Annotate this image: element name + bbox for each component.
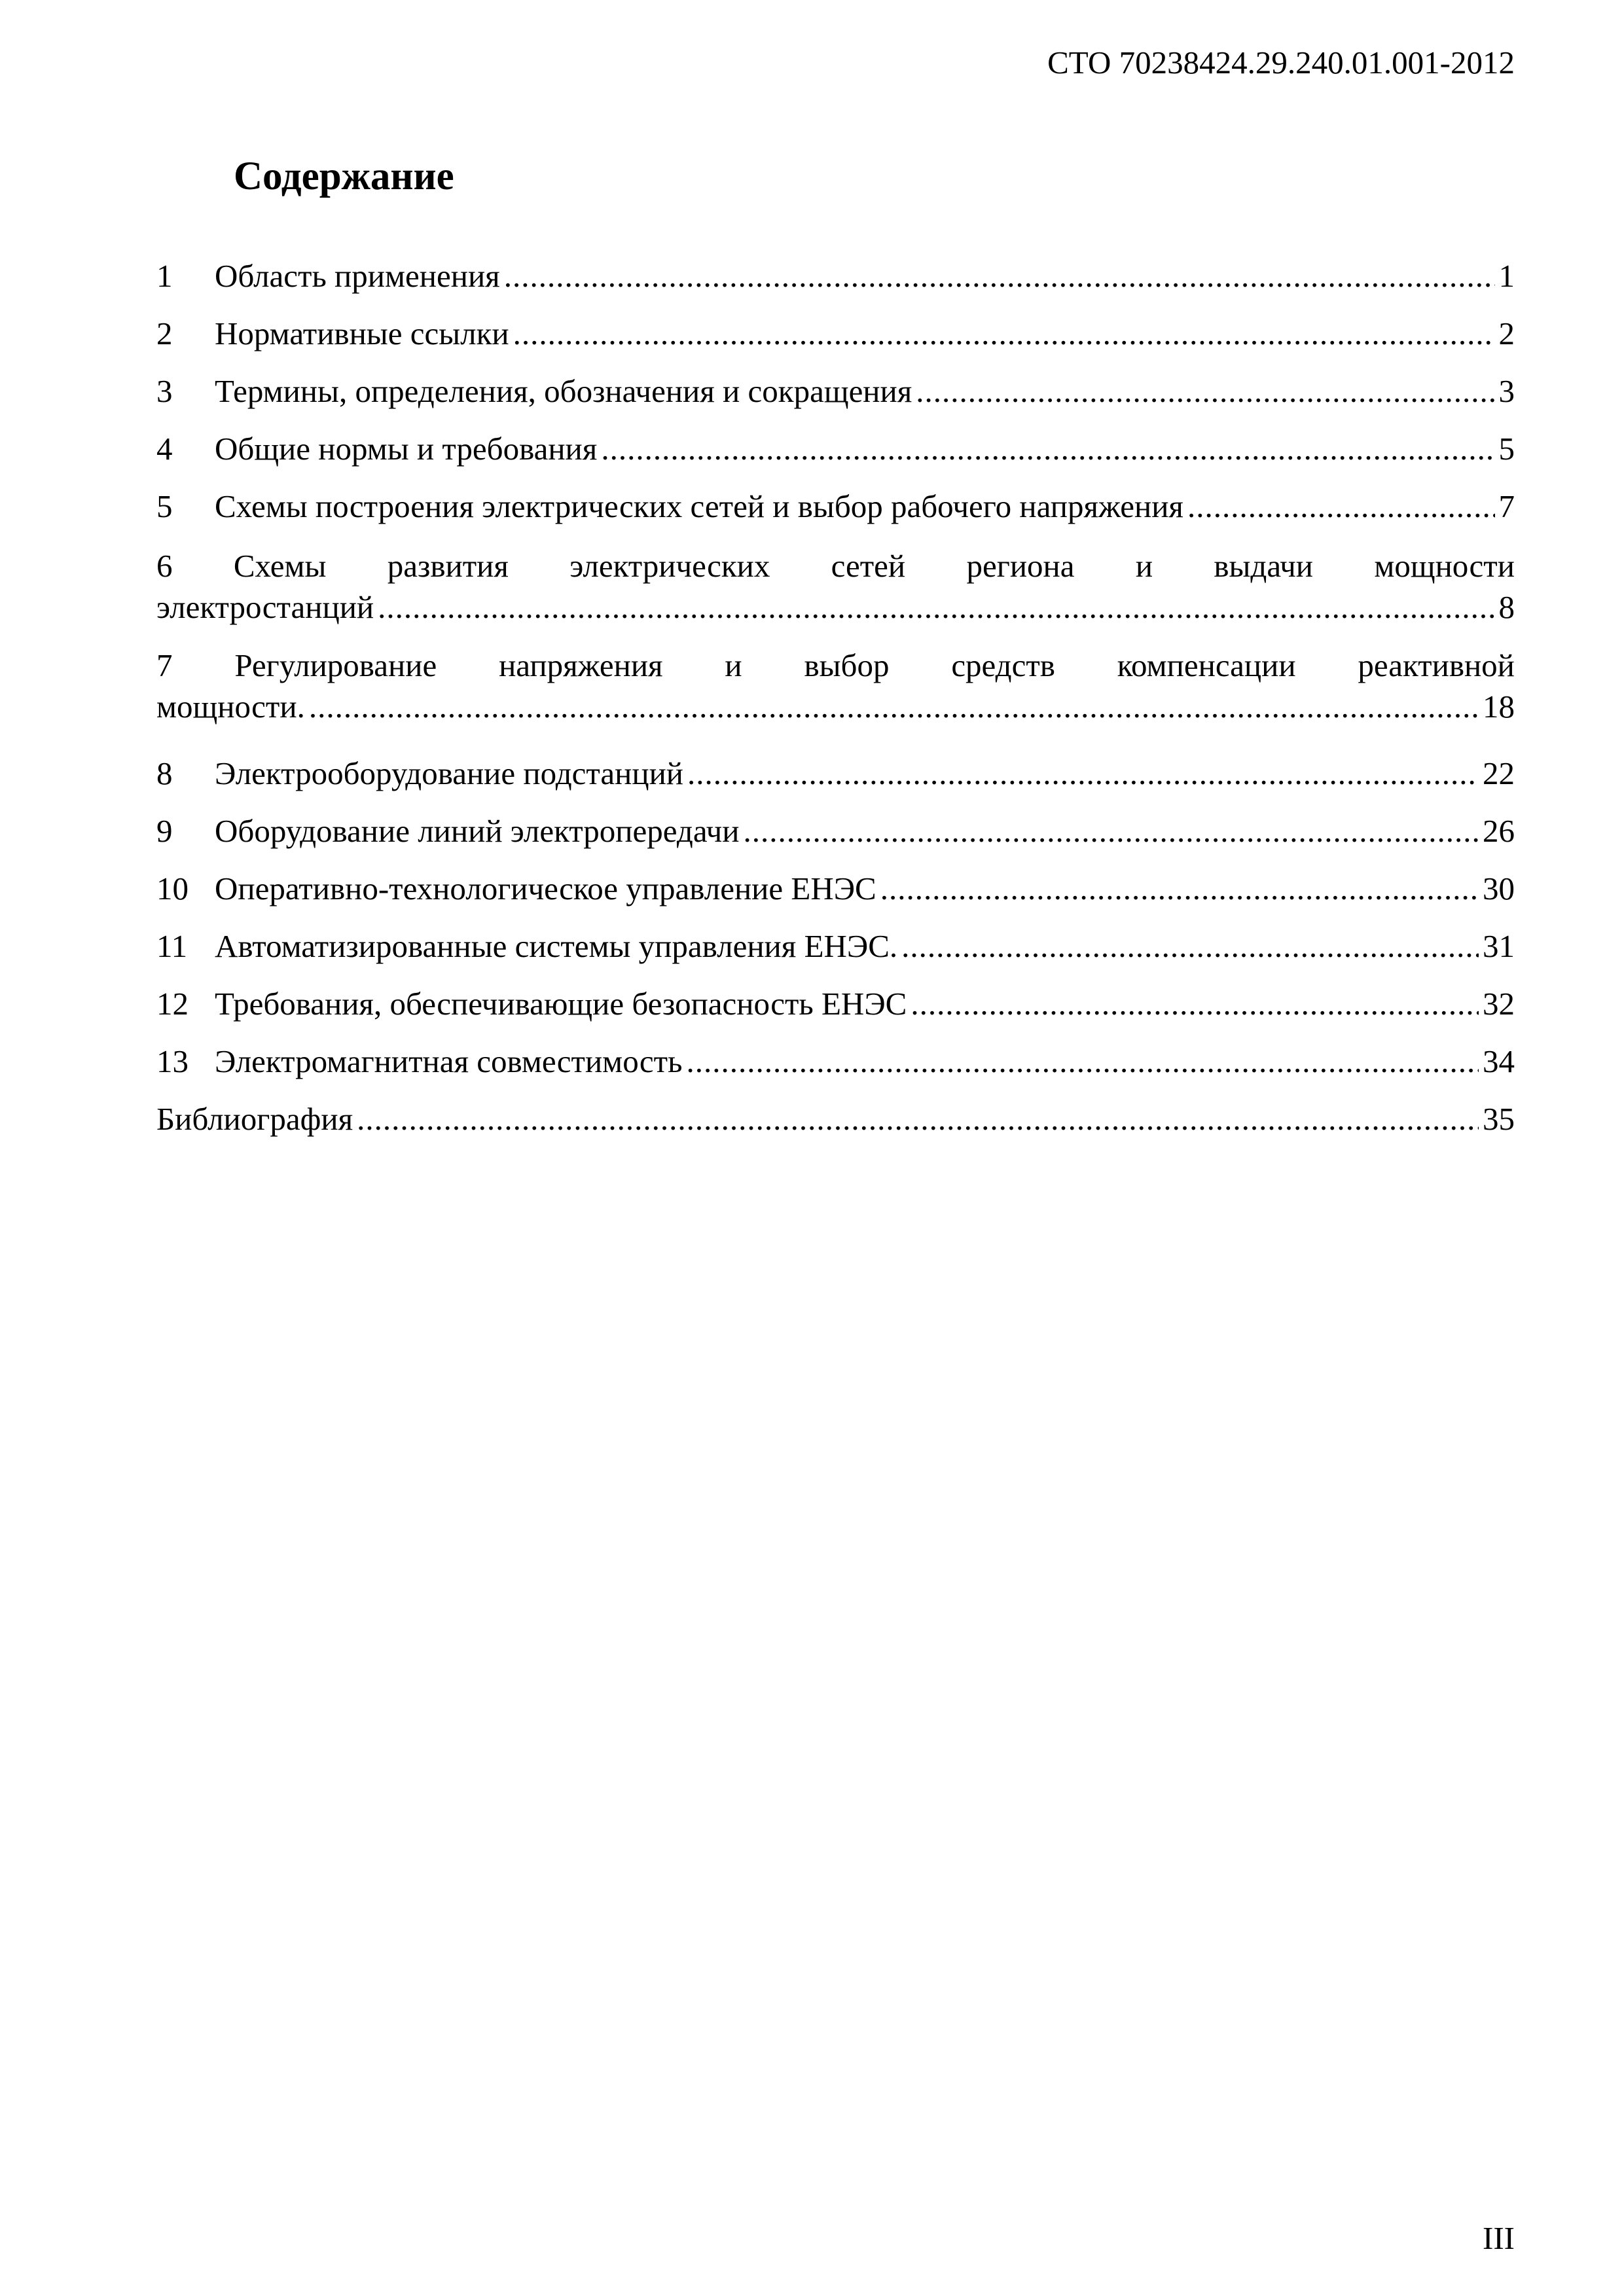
toc-entry-bibliography[interactable] bbox=[156, 1090, 1515, 1148]
toc-entry-page: 22 bbox=[1483, 755, 1515, 791]
toc-word: напряжения bbox=[499, 647, 663, 683]
toc-entry-number: 6 bbox=[156, 548, 173, 584]
toc-entry-number: 12 bbox=[156, 986, 189, 1022]
toc-entry-page: 8 bbox=[1498, 589, 1515, 625]
toc-entry-title: Требования, обеспечивающие безопасность ЕНЭС bbox=[215, 986, 907, 1022]
toc-entry-number: 4 bbox=[156, 431, 173, 467]
toc-entry-number: 2 bbox=[156, 315, 173, 351]
toc-entry-number: 5 bbox=[156, 488, 173, 524]
toc-entry-page: 18 bbox=[1483, 689, 1515, 725]
toc-entry-title: Электрооборудование подстанций bbox=[215, 755, 684, 791]
toc-word: Схемы bbox=[233, 548, 327, 584]
toc-leader-dots bbox=[901, 918, 1479, 975]
toc-entry-page: 31 bbox=[1483, 928, 1515, 964]
toc-word: региона bbox=[966, 548, 1075, 584]
toc-leader-dots bbox=[916, 363, 1494, 420]
toc-word: средств bbox=[951, 647, 1055, 683]
toc-entry-line bbox=[156, 686, 1515, 728]
toc-word: сетей bbox=[831, 548, 906, 584]
toc-entry-line bbox=[156, 586, 1515, 628]
toc-entry[interactable] bbox=[156, 745, 1515, 802]
toc-leader-dots bbox=[504, 247, 1495, 305]
toc-entry-title: Электромагнитная совместимость bbox=[215, 1043, 683, 1079]
toc-entry[interactable] bbox=[156, 802, 1515, 860]
toc-leader-dots bbox=[378, 586, 1494, 628]
toc-entry-wrapped[interactable] bbox=[156, 546, 1515, 628]
toc-entry-title: Нормативные ссылки bbox=[215, 315, 509, 351]
toc-entry-page: 5 bbox=[1498, 431, 1515, 467]
toc-word: мощности bbox=[1374, 548, 1515, 584]
toc-entry[interactable] bbox=[156, 305, 1515, 363]
toc-leader-dots bbox=[687, 745, 1479, 802]
document-code: СТО 70238424.29.240.01.001-2012 bbox=[1047, 45, 1515, 81]
toc-entry[interactable] bbox=[156, 918, 1515, 975]
toc-entry-page: 34 bbox=[1483, 1043, 1515, 1079]
toc-entry-number: 13 bbox=[156, 1043, 189, 1079]
toc-heading: Содержание bbox=[234, 154, 454, 198]
table-of-contents bbox=[156, 247, 1515, 1148]
page-number: III bbox=[1483, 2220, 1515, 2256]
toc-entry-page: 26 bbox=[1483, 813, 1515, 849]
toc-entry-number: 9 bbox=[156, 813, 173, 849]
toc-word: выдачи bbox=[1214, 548, 1314, 584]
toc-leader-dots bbox=[686, 1033, 1479, 1090]
toc-leader-dots bbox=[880, 860, 1479, 918]
toc-word: и bbox=[1135, 548, 1153, 584]
toc-word: и bbox=[725, 647, 742, 683]
toc-entry-page: 1 bbox=[1498, 258, 1515, 294]
toc-entry-title: Термины, определения, обозначения и сокращения bbox=[215, 373, 912, 409]
toc-entry-title: Схемы построения электрических сетей и выбор рабочего напряжения bbox=[215, 488, 1183, 524]
toc-entry[interactable] bbox=[156, 247, 1515, 305]
toc-word: выбор bbox=[804, 647, 890, 683]
toc-leader-dots bbox=[357, 1090, 1479, 1148]
toc-leader-dots bbox=[1187, 478, 1495, 535]
toc-entry-line bbox=[156, 546, 1515, 586]
toc-entry-title: Автоматизированные системы управления ЕНЭС. bbox=[215, 928, 898, 964]
toc-entry-page: 35 bbox=[1483, 1101, 1515, 1137]
toc-entry-line bbox=[156, 645, 1515, 686]
toc-entry[interactable] bbox=[156, 420, 1515, 478]
toc-word: компенсации bbox=[1117, 647, 1296, 683]
toc-entry-title-continued: мощности. bbox=[156, 689, 305, 725]
toc-word: электрических bbox=[569, 548, 770, 584]
toc-entry-page: 32 bbox=[1483, 986, 1515, 1022]
toc-entry-wrapped[interactable] bbox=[156, 645, 1515, 728]
toc-word: развития bbox=[387, 548, 509, 584]
toc-leader-dots bbox=[911, 975, 1479, 1033]
toc-entry[interactable] bbox=[156, 1033, 1515, 1090]
toc-entry-page: 3 bbox=[1498, 373, 1515, 409]
toc-leader-dots bbox=[743, 802, 1479, 860]
toc-word: Регулирование bbox=[234, 647, 437, 683]
toc-entry-page: 7 bbox=[1498, 488, 1515, 524]
toc-entry-title: Оперативно-технологическое управление ЕНЭС bbox=[215, 870, 876, 906]
toc-leader-dots bbox=[601, 420, 1494, 478]
toc-entry-title-continued: электростанций bbox=[156, 589, 374, 625]
toc-entry-number: 8 bbox=[156, 755, 173, 791]
toc-entry-number: 11 bbox=[156, 928, 188, 964]
toc-entry-number: 10 bbox=[156, 870, 189, 906]
toc-entry-page: 30 bbox=[1483, 870, 1515, 906]
toc-entry[interactable] bbox=[156, 860, 1515, 918]
toc-entry-title: Оборудование линий электропередачи bbox=[215, 813, 740, 849]
toc-leader-dots bbox=[513, 305, 1495, 363]
toc-entry[interactable] bbox=[156, 478, 1515, 535]
toc-word: реактивной bbox=[1358, 647, 1515, 683]
toc-entry-number: 7 bbox=[156, 647, 173, 683]
toc-entry-title: Область применения bbox=[215, 258, 500, 294]
toc-entry-page: 2 bbox=[1498, 315, 1515, 351]
toc-entry[interactable] bbox=[156, 975, 1515, 1033]
toc-entry-number: 3 bbox=[156, 373, 173, 409]
toc-entry[interactable] bbox=[156, 363, 1515, 420]
toc-entry-number: 1 bbox=[156, 258, 173, 294]
toc-leader-dots bbox=[309, 686, 1479, 728]
toc-entry-title: Общие нормы и требования bbox=[215, 431, 598, 467]
toc-entry-title: Библиография bbox=[156, 1101, 353, 1137]
